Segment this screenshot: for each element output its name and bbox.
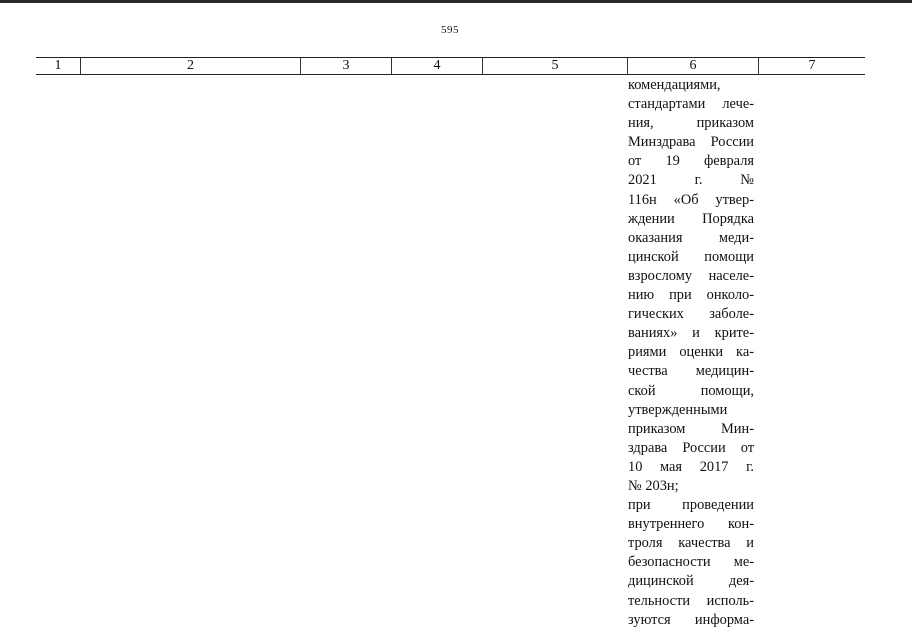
page-number: 595 [441,24,459,36]
cell-text-line: 116н «Об утвер- [628,191,754,208]
cell-text-line: ждении Порядка [628,210,754,227]
cell-text-line: дицинской дея- [628,573,754,590]
cell-text-line: приказом Мин- [628,420,754,437]
table-header-row [36,57,865,75]
cell-text-line: ваниях» и крите- [628,325,754,342]
cell-text-line: здрава России от [628,439,754,456]
cell-text-line: гических заболе- [628,306,754,323]
cell-text-line: оказания меди- [628,229,754,246]
cell-text-line: стандартами лече- [628,96,754,113]
column-header-5: 5 [482,58,627,74]
cell-text-line: нию при онколо- [628,287,754,304]
cell-text-line: утвержденными [628,401,728,418]
cell-text-line: риями оценки ка- [628,344,754,361]
cell-text-line: Минздрава России [628,134,754,151]
column-header-4: 4 [391,58,482,74]
cell-text-line: троля качества и [628,535,754,552]
cell-text-line: внутреннего кон- [628,516,754,533]
column-header-3: 3 [300,58,391,74]
cell-text-line: 10 мая 2017 г. [628,458,754,475]
cell-text-line: безопасности ме- [628,554,754,571]
column-header-2: 2 [80,58,300,74]
column-header-1: 1 [54,58,62,73]
cell-text-line: 2021 г. № [628,172,754,189]
cell-text-line: цинской помощи [628,248,754,265]
cell-text-line: № 203н; [628,477,679,494]
column-header-6: 6 [627,58,758,74]
cell-text-line: тельности исполь- [628,592,754,609]
column-6-cell-text [628,76,754,630]
cell-text-line: при проведении [628,497,754,514]
cell-text-line: взрослому населе- [628,267,754,284]
cell-text-line: зуются информа- [628,611,754,628]
cell-text-line: ской помощи, [628,382,754,399]
cell-text-line: чества медицин- [628,363,754,380]
scan-top-edge [0,0,912,3]
column-header-7: 7 [758,58,865,74]
cell-text-line: комендациями, [628,77,721,93]
cell-text-line: от 19 февраля [628,153,754,170]
cell-text-line: ния, приказом [628,115,754,132]
